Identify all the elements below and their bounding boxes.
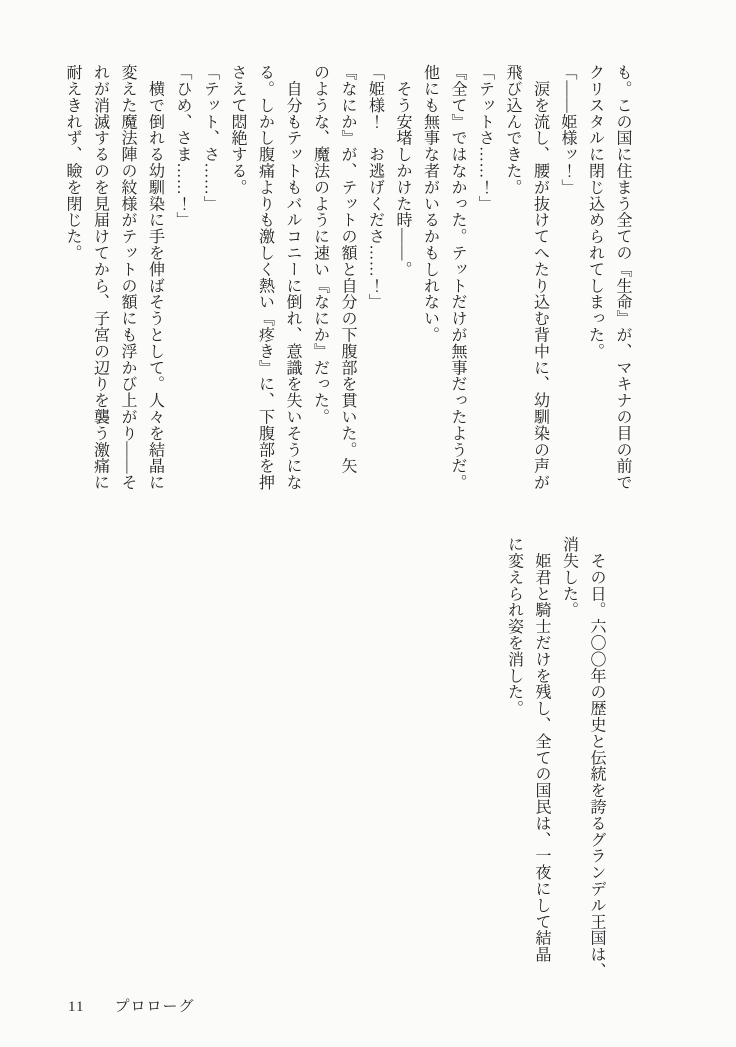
text-line: 消失した。 xyxy=(560,536,578,618)
text-line: 飛び込んできた。 xyxy=(504,64,521,196)
page-footer xyxy=(68,995,194,1016)
text-line: 『なにか』が、テットの額と自分の下腹部を貫いた。矢 xyxy=(339,64,356,474)
text-line: に変えられ姿を消した。 xyxy=(505,536,523,717)
text-line: その日。六〇〇年の歴史と伝統を誇るグランデル王国は、 xyxy=(588,536,605,979)
text-line: 「――姫様ッ！」 xyxy=(559,64,576,196)
text-line: も。この国に住まう全ての『生命』が、マキナの目の前で xyxy=(614,64,631,491)
section-title: プロローグ xyxy=(114,999,195,1015)
text-line: 「テットさ……！」 xyxy=(476,64,494,212)
text-line: 他にも無事な者がいるかもしれない。 xyxy=(421,64,439,343)
text-line: 耐えきれず、瞼を閉じた。 xyxy=(64,64,81,261)
text-line: 涙を流し、腰が抜けてへたり込む背中に、幼馴染の声が xyxy=(531,64,549,491)
upper-text-block xyxy=(58,64,636,492)
text-line: そう安堵しかけた時――。 xyxy=(394,64,411,278)
text-line: 横で倒れる幼馴染に手を伸ばそうとして。人々を結晶に xyxy=(146,64,164,491)
text-line: 「姫様！ お逃げくださ……！」 xyxy=(366,64,384,310)
text-line: 『全て』ではなかった。テットだけが無事だったようだ。 xyxy=(449,64,466,491)
text-line: クリスタルに閉じ込められてしまった。 xyxy=(586,64,604,360)
text-line: 「ひめ、さま……！」 xyxy=(174,64,191,228)
page-number: 11 xyxy=(68,999,85,1015)
text-line: 姫君と騎士だけを残し、全ての国民は、一夜にして結晶 xyxy=(533,536,550,963)
text-line: 自分もテットもバルコニーに倒れ、意識を失いそうにな xyxy=(284,64,301,491)
text-line: のような、魔法のように速い『なにか』だった。 xyxy=(311,64,329,425)
text-line: れが消滅するのを見届けてから、子宮の辺りを襲う激痛に xyxy=(91,64,109,491)
text-line: る。しかし腹痛よりも激しく熱い『疼き』に、下腹部を押 xyxy=(256,64,274,491)
text-line: 変えた魔法陣の紋様がテットの額にも浮かび上がり――そ xyxy=(119,64,136,491)
lower-text-block xyxy=(500,536,610,979)
text-line: さえて悶絶する。 xyxy=(229,64,246,196)
text-line: 「テット、さ……」 xyxy=(201,64,219,212)
